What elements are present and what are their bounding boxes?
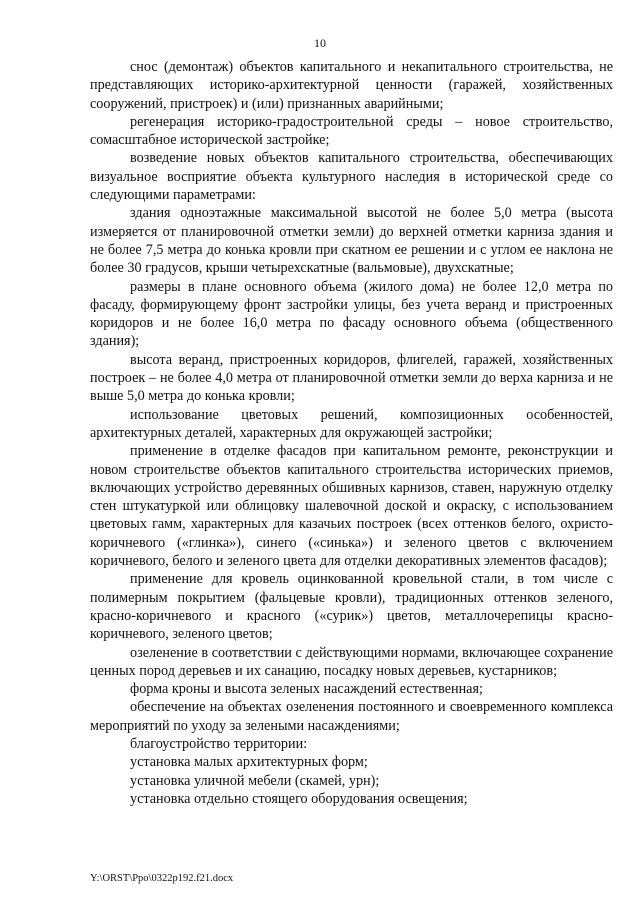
paragraph-color-solutions: использование цветовых решений, композиционных особенностей, архитектурных деталей, характерных для окружающей застройки;	[90, 406, 613, 441]
paragraph-lighting-equipment: установка отдельно стоящего оборудования освещения;	[130, 790, 468, 807]
paragraph-demolition: снос (демонтаж) объектов капитального и некапитального строительства, не представляющих историко-архитектурной ценности (гаражей, хозяйственных сооружений, пристроек) и (или) признанных аварийными;	[90, 59, 613, 112]
paragraph-outbuilding-height: высота веранд, пристроенных коридоров, флигелей, гаражей, хозяйственных построек – не более 4,0 метра от планировочной отметки земли до верха карниза и не выше 5,0 метра до конька кровли;	[90, 351, 613, 405]
paragraph-building-height: здания одноэтажные максимальной высотой не более 5,0 метра (высота измеряется от планировочной отметки земли) до верхней отметки карниза здания и не более 7,5 метра до конька кровли при скатном ее решении и с углом ее наклона не более 30 градусов, крыши четырехскатные (вальмовые), двухскатные;	[90, 205, 613, 277]
paragraph-building-dimensions: размеры в плане основного объема (жилого дома) не более 12,0 метра по фасаду, формирующему фронт застройки улицы, без учета веранд и пристроенных коридоров и не более 16,0 метра по фасаду основного объема (общественного здания);	[90, 278, 613, 350]
paragraph-street-furniture: установка уличной мебели (скамей, урн);	[130, 772, 380, 789]
paragraph-facade-finishing: применение в отделке фасадов при капитальном ремонте, реконструкции и новом строительстве объектов капитального строительства исторических приемов, включающих устройство деревянных обшивных карнизов, ставен, наружную отделку стен штукатуркой или облицовку шалевочной доской и окраску, с использованием цветовых гамм, характерных для казачьих построек (всех оттенков белого, охристо-коричневого («глинка»), синего («синька») и зеленого цветов с включением коричневого, белого и зеленого цвета для отделки декоративных элементов фасадов);	[90, 443, 613, 570]
paragraph-green-maintenance: обеспечение на объектах озеленения постоянного и своевременного комплекса мероприятий по уходу за зелеными насаждениями;	[90, 699, 613, 734]
page-number: 10	[314, 36, 326, 50]
paragraph-landscaping: озеленение в соответствии с действующими нормами, включающее сохранение ценных пород деревьев и их санацию, посадку новых деревьев, кустарников;	[90, 644, 613, 679]
paragraph-roofing: применение для кровель оцинкованной кровельной стали, в том числе с полимерным покрытием (фальцевые кровли), традиционных оттенков зеленого, красно-коричневого и красного («сурик») цветов, металлочерепицы красно-коричневого, зеленого цветов;	[90, 571, 613, 643]
footer-file-path: Y:\ORST\Ppo\0322p192.f21.docx	[90, 873, 234, 884]
paragraph-regeneration: регенерация историко-градостроительной среды – новое строительство, сомасштабное исторической застройке;	[90, 113, 613, 149]
paragraph-small-architectural-forms: установка малых архитектурных форм;	[130, 754, 368, 771]
paragraph-crown-shape: форма кроны и высота зеленых насаждений естественная;	[130, 681, 483, 698]
paragraph-territory-improvement: благоустройство территории:	[130, 735, 308, 752]
document-body	[90, 58, 613, 808]
paragraph-new-construction: возведение новых объектов капитального строительства, обеспечивающих визуальное восприятие объекта культурного наследия в исторической среде со следующими параметрами:	[90, 150, 613, 204]
